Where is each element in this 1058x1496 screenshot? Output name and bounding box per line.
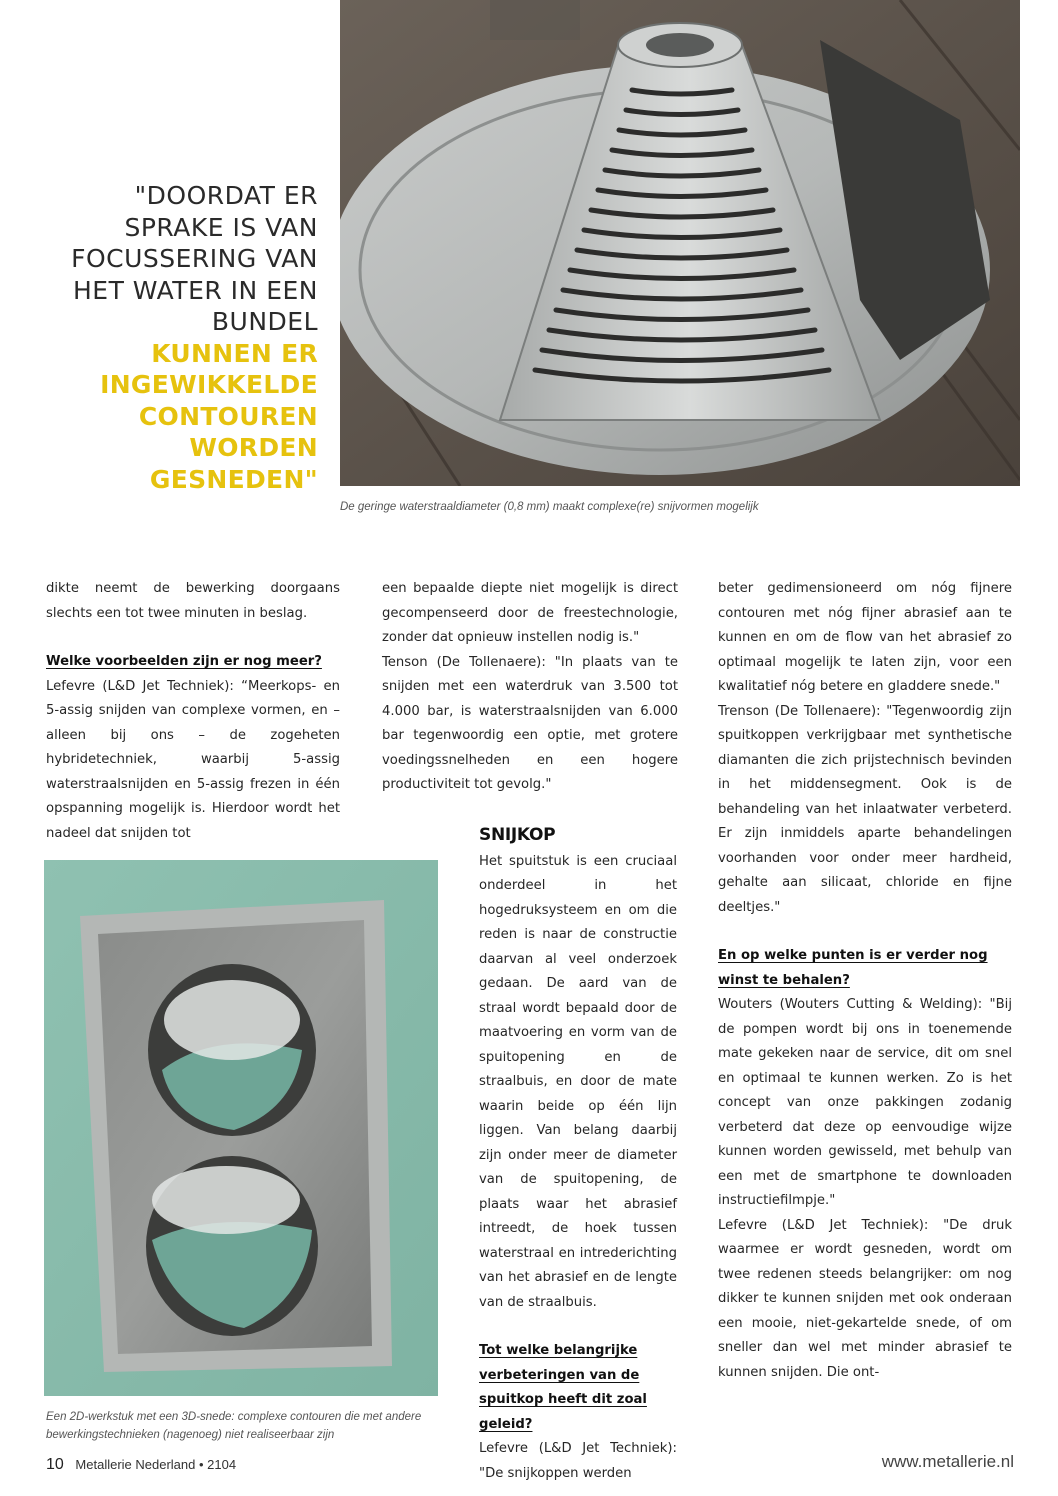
paragraph: beter gedimensioneerd om nóg fijnere contouren met nóg fijner abrasief aan te kunnen en om de flow van het abrasief zo optimaal mogelijk te laten zijn, voor een kwalitatief nóg betere en gladdere snede."	[718, 581, 1012, 694]
section-heading: SNIJKOP	[479, 825, 556, 845]
interview-question: Tot welke belangrijke verbeteringen van de spuitkop heeft dit zoal geleid?	[479, 1343, 647, 1432]
paragraph: een bepaalde diepte niet mogelijk is direct gecompenseerd door de freestechnologie, zonder dat opnieuw instellen nodig is."	[382, 581, 678, 645]
paragraph: Lefevre (L&D Jet Techniek): "De snijkoppen werden	[479, 1441, 677, 1481]
page-number: 10	[46, 1456, 64, 1473]
paragraph: Lefevre (L&D Jet Techniek): “Meerkops- en 5-assig snijden van complexe vormen, en – alleen bij ons – de zogeheten hybridetechniek, waarbij 5-assig waterstraalsnijden en 5-assig frezen in één opspanning mogelijk is. Hierdoor wordt het nadeel dat snijden tot	[46, 678, 340, 841]
paragraph: Trenson (De Tollenaere): "Tegenwoordig zijn spuitkoppen verkrijgbaar met synthetische diamanten die zich prijstechnisch bevinden in het middensegment. Ook is de behandeling van het inlaatwater verbeterd. Er zijn inmiddels aparte behandelingen voorhanden voor onder meer hardheid, gehalte aan silicaat, chloride en fijne deeltjes."	[718, 703, 1012, 915]
paragraph: Wouters (Wouters Cutting & Welding): "Bij de pompen wordt bij ons in toenemende mate gekeken naar de service, dit om snel en optimaal te kunnen werken. Zo is het concept van onze pakkingen zodanig verbeterd dat deze op eenvoudige wijze kunnen worden gewisseld, met behulp van een met de smartphone te downloaden instructiefilmpje."	[718, 997, 1012, 1208]
paragraph: Tenson (De Tollenaere): "In plaats van te snijden met een waterdruk van 3.500 tot 4.000 bar, is waterstraalsnijden van 6.000 bar tegenwoordig een optie, met grotere voedingssnelheden en een hogere productiviteit tot gevolg."	[382, 654, 678, 792]
text-column-2	[382, 577, 678, 798]
website-link[interactable]: www.metallerie.nl	[881, 1452, 1014, 1471]
paragraph: dikte neemt de bewerking doorgaans slechts een tot twee minuten in beslag.	[46, 581, 340, 621]
paragraph: Het spuitstuk is een cruciaal onderdeel in het hogedruksysteem en om die reden is naar de constructie daarvan al veel onderzoek gedaan. De aard van de straal wordt bepaald door de maatvoering en vorm van de spuitopening en de straalbuis, en door de mate waarin beide op één lijn liggen. Van belang daarbij zijn onder meer de diameter van de spuitopening, de plaats waar het abrasief intreedt, de hoek tussen waterstraal en intrederichting van het abrasief en de lengte van de straalbuis.	[479, 853, 677, 1310]
publication-name: Metallerie Nederland • 2104	[75, 1457, 237, 1472]
text-column-1	[46, 577, 340, 846]
interview-question: En op welke punten is er verder nog winst te behalen?	[718, 948, 988, 988]
photo-cone-workpiece	[340, 0, 1020, 486]
photo-top-caption: De geringe waterstraaldiameter (0,8 mm) maakt complexe(re) snijvormen mogelijk	[340, 501, 759, 513]
photo-bottom-caption: Een 2D-werkstuk met een 3D-snede: complexe contouren die met andere bewerkingstechnieken (nagenoeg) niet realiseerbaar zijn	[46, 1411, 422, 1441]
interview-question: Welke voorbeelden zijn er nog meer?	[46, 654, 322, 669]
photo-plate-workpiece	[44, 860, 438, 1396]
pull-quote	[40, 180, 318, 495]
pull-quote-text: "DOORDAT ER SPRAKE IS VAN FOCUSSERING VAN HET WATER IN EEN BUNDEL	[71, 181, 318, 336]
text-column-3	[718, 577, 1012, 1385]
text-column-2-lower	[479, 823, 677, 1486]
pull-quote-highlight: KUNNEN ER INGEWIKKELDE CONTOUREN WORDEN GESNEDEN"	[100, 338, 318, 494]
footer-left	[46, 1456, 236, 1474]
paragraph: Lefevre (L&D Jet Techniek): "De druk waarmee er wordt gesneden, wordt om twee redenen steeds belangrijker: om nog dikker te kunnen snijden met ook onderaan een mooie, niet-gekartelde snede, of om sneller dan wel met minder abrasief te kunnen snijden. Die ont-	[718, 1217, 1012, 1380]
